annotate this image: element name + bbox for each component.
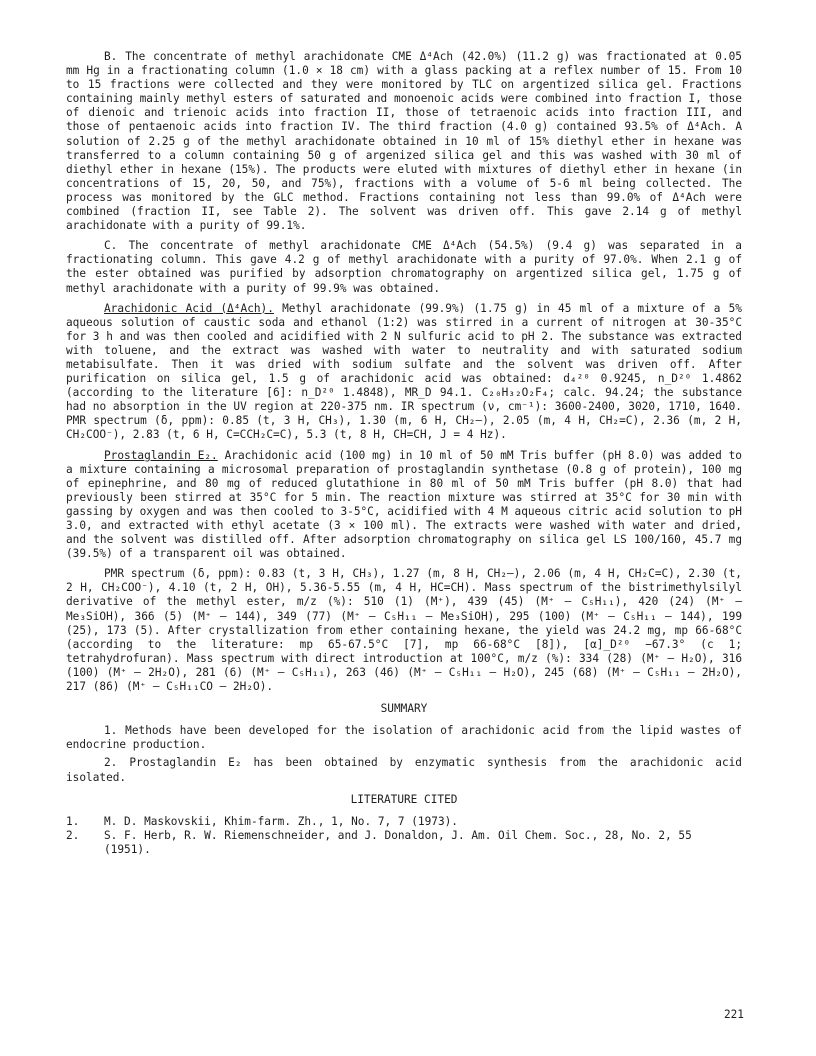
summary-item-1: 1. Methods have been developed for the isolation of arachidonic acid from the lipid wastes of endocrine production. — [66, 724, 742, 752]
paragraph-prostaglandin — [66, 449, 742, 562]
reference-item — [66, 829, 742, 857]
summary-item-2: 2. Prostaglandin E₂ has been obtained by enzymatic synthesis from the arachidonic acid isolated. — [66, 756, 742, 784]
paragraph-arachidonic-acid — [66, 302, 742, 443]
arachidonic-acid-text: Methyl arachidonate (99.9%) (1.75 g) in 45 ml of a mixture of a 5% aqueous solution of caustic soda and ethanol (1:2) was stirred in a current of nitrogen at 30-35°C for 3 h and was then cooled and acidified with 2 N sulfuric acid to pH 2. The substance was extracted with toluene, and the extract was washed with water to neutrality and with saturated sodium metabisulfate. Then it was dried with sodium sulfate and the solvent was driven off. After purification on silica gel, 1.5 g of arachidonic acid was obtained: d₄²⁰ 0.9245, n_D²⁰ 1.4862 (according to the literature [6]: n_D²⁰ 1.4848), MR_D 94.1. C₂₀H₃₂O₂F₄; calc. 94.24; the substance had no absorption in the UV region at 220-375 nm. IR spectrum (ν, cm⁻¹): 3600-2400, 3020, 1710, 1640. PMR spectrum (δ, ppm): 0.85 (t, 3 H, CH₃), 1.30 (m, 6 H, CH₂—), 2.05 (m, 4 H, CH₂=C), 2.36 (m, 2 H, CH₂COO⁻), 2.83 (t, 6 H, C=CCH₂C=C), 5.3 (t, 8 H, CH=CH, J = 4 Hz). — [66, 301, 742, 442]
reference-text: S. F. Herb, R. W. Riemenschneider, and J. Donaldon, J. Am. Oil Chem. Soc., 28, No. 2, 55 (1951). — [104, 828, 692, 856]
document-page — [66, 50, 742, 857]
page-number: 221 — [723, 1008, 744, 1021]
reference-list — [66, 815, 742, 857]
section-title-arachidonic-acid: Arachidonic Acid (Δ⁴Ach). — [104, 301, 274, 315]
summary-heading: SUMMARY — [380, 702, 428, 716]
literature-heading: LITERATURE CITED — [350, 792, 458, 806]
prostaglandin-text: Arachidonic acid (100 mg) in 10 ml of 50 mM Tris buffer (pH 8.0) was added to a mixture containing a microsomal preparation of prostaglandin synthetase (0.8 g of protein), 100 mg of epinephrine, and 80 mg of reduced glutathione in 80 ml of 50 mM Tris buffer (pH 8.0) that had previously been stirred at 35°C for 5 min. The reaction mixture was stirred at 35°C for 30 min with gassing by oxygen and was then cooled to 3-5°C, acidified with 4 M aqueous citric acid solution to pH 3.0, and extracted with ethyl acetate (3 × 100 ml). The extracts were washed with water and dried, and the solvent was distilled off. After adsorption chromatography on silica gel LS 100/160, 45.7 mg (39.5%) of a transparent oil was obtained. — [66, 448, 742, 561]
paragraph-pmr-spectrum: PMR spectrum (δ, ppm): 0.83 (t, 3 H, CH₃), 1.27 (m, 8 H, CH₂—), 2.06 (m, 4 H, CH₂C=C), 2.30 (t, 2 H, CH₂COO⁻), 4.10 (t, 2 H, OH), 5.36-5.55 (m, 4 H, HC=CH). Mass spectrum of the bistrimethylsilyl derivative of the methyl ester, m/z (%): 510 (1) (M⁺), 439 (45) (M⁺ — C₅H₁₁), 420 (24) (M⁺ — Me₃SiOH), 366 (5) (M⁺ — 144), 349 (77) (M⁺ — C₅H₁₁ — Me₃SiOH), 295 (100) (M⁺ — C₅H₁₁ — 144), 199 (25), 173 (5). After crystallization from ether containing hexane, the yield was 24.2 mg, mp 66-68°C (according to the literature: mp 65-67.5°C [7], mp 66-68°C [8]), [α]_D²⁰ −67.3° (c 1; tetrahydrofuran). Mass spectrum with direct introduction at 100°C, m/z (%): 334 (28) (M⁺ — H₂O), 316 (100) (M⁺ — 2H₂O), 281 (6) (M⁺ — C₅H₁₁), 263 (46) (M⁺ — C₅H₁₁ — H₂O), 245 (68) (M⁺ — C₅H₁₁ — 2H₂O), 217 (86) (M⁺ — C₅H₁₁CO — 2H₂O). — [66, 567, 742, 694]
reference-item — [66, 815, 742, 829]
reference-number: 2. — [66, 828, 80, 842]
reference-number: 1. — [66, 814, 80, 828]
reference-text: M. D. Maskovskii, Khim-farm. Zh., 1, No. 7, 7 (1973). — [104, 814, 458, 828]
paragraph-c: C. The concentrate of methyl arachidonate CME Δ⁴Ach (54.5%) (9.4 g) was separated in a fractionating column. This gave 4.2 g of methyl arachidonate with a purity of 97.0%. When 2.1 g of the ester obtained was purified by adsorption chromatography on argentized silica gel, 1.75 g of methyl arachidonate with a purity of 99.9% was obtained. — [66, 239, 742, 295]
section-title-prostaglandin: Prostaglandin E₂. — [104, 448, 218, 462]
paragraph-b: B. The concentrate of methyl arachidonate CME Δ⁴Ach (42.0%) (11.2 g) was fractionated at 0.05 mm Hg in a fractionating column (1.0 × 18 cm) with a glass packing at a reflex number of 15. From 10 to 15 fractions were collected and they were monitored by TLC on argentized silica gel. Fractions containing mainly methyl esters of saturated and monoenoic acids were combined into fraction I, those of dienoic and trienoic acids into fraction II, those of tetraenoic acids into fraction III, and those of pentaenoic acids into fraction IV. The third fraction (4.0 g) contained 93.5% of Δ⁴Ach. A solution of 2.25 g of the methyl arachidonate obtained in 10 ml of 15% diethyl ether in hexane was transferred to a column containing 50 g of argenized silica gel and this was washed with 30 ml of diethyl ether in hexane (15%). The products were eluted with mixtures of diethyl ether in hexane (in concentrations of 15, 20, 50, and 75%), fractions with a volume of 5-6 ml being collected. The process was monitored by the GLC method. Fractions containing not less than 99.0% of Δ⁴Ach were combined (fraction II, see Table 2). The solvent was driven off. This gave 2.14 g of methyl arachidonate with a purity of 99.1%. — [66, 50, 742, 233]
